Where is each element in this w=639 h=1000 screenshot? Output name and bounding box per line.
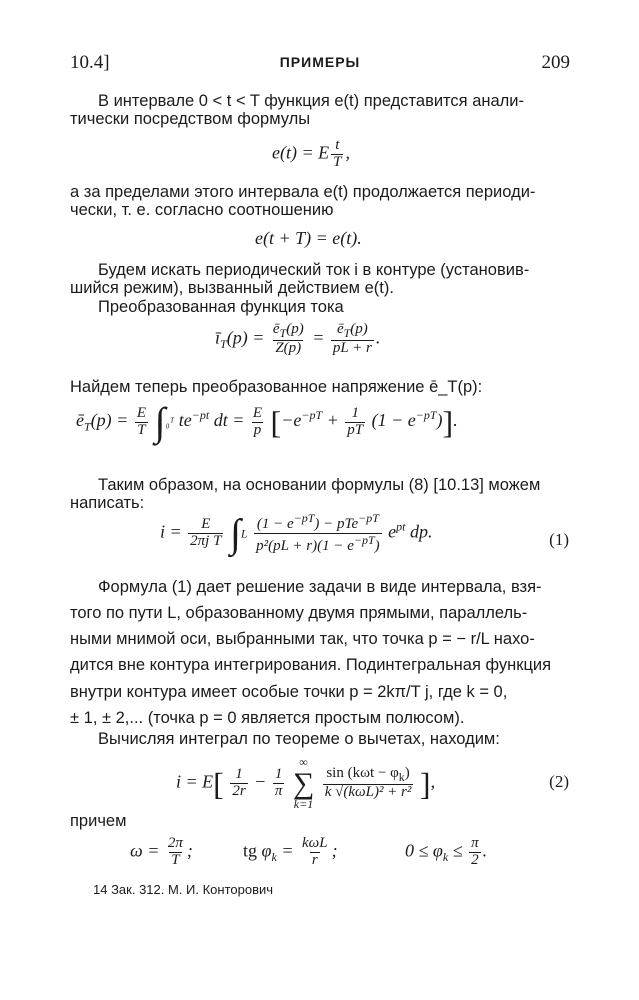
equation-2-number: (2) bbox=[549, 772, 569, 791]
paragraph-8 bbox=[70, 730, 570, 748]
text-line: внутри контура имеет особые точки p = 2kπ/T j, где k = 0, bbox=[70, 682, 508, 701]
text-line: причем bbox=[70, 812, 127, 830]
text-line: чески, т. е. согласно соотношению bbox=[70, 201, 334, 220]
section-number: 10.4] bbox=[70, 52, 110, 73]
text-line: того по пути L, образованному двумя прямыми, параллель- bbox=[70, 604, 528, 623]
equation-2: i = E[ $\frac{1}{2r}$ − $\frac{1}{\pi}$ ∞ ∑ k=1 $\frac{\sin (k\omega t - \varphi_k)}{\text{k √(kωL)² + r²}}$ ], bbox=[176, 755, 436, 811]
paragraph-2 bbox=[70, 183, 570, 219]
text-line: дится вне контура интегрирования. Подинтегральная функция bbox=[70, 656, 552, 675]
text-line: ными мнимой оси, выбранными так, что точка p = − r/L нахо- bbox=[70, 630, 535, 649]
text-line: Будем искать периодический ток i в контуре (установив- bbox=[98, 261, 530, 279]
running-title: ПРИМЕРЫ bbox=[279, 54, 361, 70]
paragraph-4 bbox=[70, 298, 570, 316]
equation-1: i = $\frac{E}{\text{2πj T}}$ ∫L $\frac{(1 - e^{-pT}) - pTe^{-pT}}{p^2(pL + r)(1 - e^{-pT})}$ $e^{pt}$ dp. bbox=[160, 510, 433, 556]
equation-1-number: (1) bbox=[549, 530, 569, 549]
paragraph-6 bbox=[70, 476, 570, 512]
equation-e-T: $ē_T(p)$ = $\frac{E}{T}$ ∫₀ᵀ $te^{-pt}$ dt = $\frac{E}{p}$ [$-e^{-pT}$ + $\frac{1}{pT}$ $(1 - e^{-pT})$]. bbox=[76, 399, 458, 444]
equation-i-T: $ī_T(p)$ = $\frac{ē_T(p)}{Z(p)}$ = $\frac{ē_T(p)}{pL + r}$ . bbox=[215, 321, 381, 356]
text-line: шийся режим), вызванный действием e(t). bbox=[70, 279, 394, 298]
printer-signature: 14 Зак. 312. М. И. Конторович bbox=[93, 882, 274, 897]
text-line: написать: bbox=[70, 494, 145, 513]
text-line: Преобразованная функция тока bbox=[98, 298, 344, 316]
equation-phi-range: $0 \le \varphi_k$ ≤ $\frac{\pi}{2}$ . bbox=[405, 835, 488, 868]
paragraph-3 bbox=[70, 261, 570, 297]
equation-e-t: e(t) = E $\frac{t}{T}$ , bbox=[272, 137, 350, 170]
text-line: В интервале 0 < t < T функция e(t) представится анали- bbox=[98, 92, 524, 110]
text-line: Найдем теперь преобразованное напряжение ē_T(p): bbox=[70, 378, 483, 396]
text-line: а за пределами этого интервала e(t) продолжается периоди- bbox=[70, 183, 536, 201]
page-header bbox=[70, 52, 570, 74]
paragraph-7 bbox=[70, 578, 570, 727]
page-number: 209 bbox=[541, 52, 570, 73]
equation-tg: tg $\varphi_k$ = $\frac{\text{kωL}}{r}$ ; bbox=[243, 835, 338, 868]
text-line: Вычисляя интеграл по теореме о вычетах, находим: bbox=[98, 730, 500, 748]
text-line: Формула (1) дает решение задачи в виде интервала, взя- bbox=[98, 578, 542, 596]
paragraph-9 bbox=[70, 812, 570, 830]
equation-periodic: e(t + T) = e(t). bbox=[255, 228, 362, 248]
text-line: тически посредством формулы bbox=[70, 110, 311, 129]
equation-omega: ω = $\frac{2\pi}{T}$ ; bbox=[130, 835, 193, 868]
paragraph-1 bbox=[70, 92, 570, 128]
text-line: Таким образом, на основании формулы (8) [10.13] можем bbox=[98, 476, 541, 494]
text-line: ± 1, ± 2,... (точка p = 0 является простым полюсом). bbox=[70, 708, 465, 727]
paragraph-5 bbox=[70, 378, 570, 396]
